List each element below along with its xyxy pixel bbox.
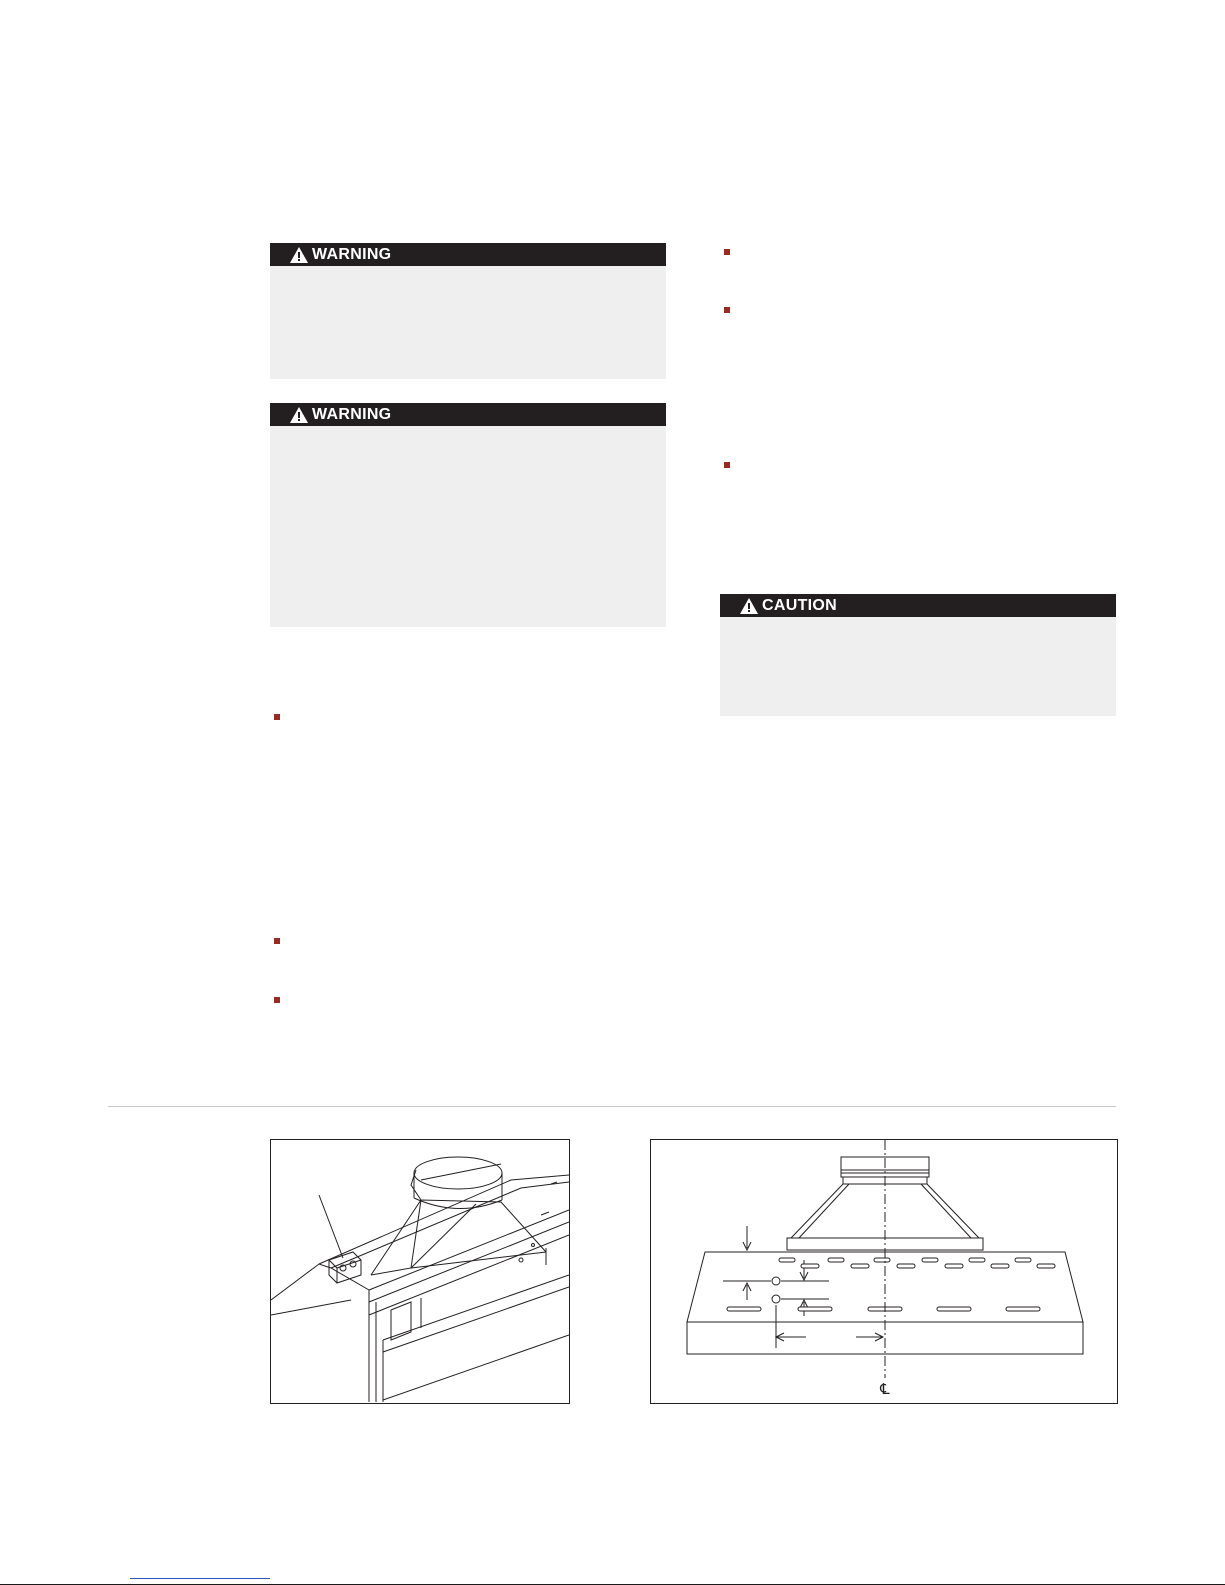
- hood-front-view-illustration: [651, 1140, 1117, 1403]
- square-bullet-icon: [724, 307, 730, 313]
- warning-header: [270, 243, 666, 266]
- square-bullet-icon: [274, 714, 280, 720]
- warning-triangle-icon: [290, 247, 308, 263]
- caution-label: CAUTION: [762, 596, 837, 614]
- square-bullet-icon: [724, 462, 730, 468]
- warning-header: [270, 403, 666, 426]
- hood-junction-box-figure: [270, 1139, 570, 1404]
- warning-box-1: [270, 243, 666, 379]
- hood-isometric-illustration: [271, 1140, 569, 1403]
- warning-label: WARNING: [312, 405, 392, 423]
- section-divider: [108, 1106, 1116, 1107]
- warning-triangle-icon: [740, 598, 758, 614]
- footer-link-underline[interactable]: [130, 1578, 270, 1579]
- warning-triangle-icon: [290, 407, 308, 423]
- square-bullet-icon: [274, 997, 280, 1003]
- centerline-symbol: ℄: [880, 1380, 890, 1398]
- warning-label: WARNING: [312, 245, 392, 263]
- square-bullet-icon: [724, 249, 730, 255]
- caution-header: [720, 594, 1116, 617]
- warning-box-2: [270, 403, 666, 627]
- hood-dimension-figure: [650, 1139, 1118, 1404]
- square-bullet-icon: [274, 938, 280, 944]
- caution-box: [720, 594, 1116, 716]
